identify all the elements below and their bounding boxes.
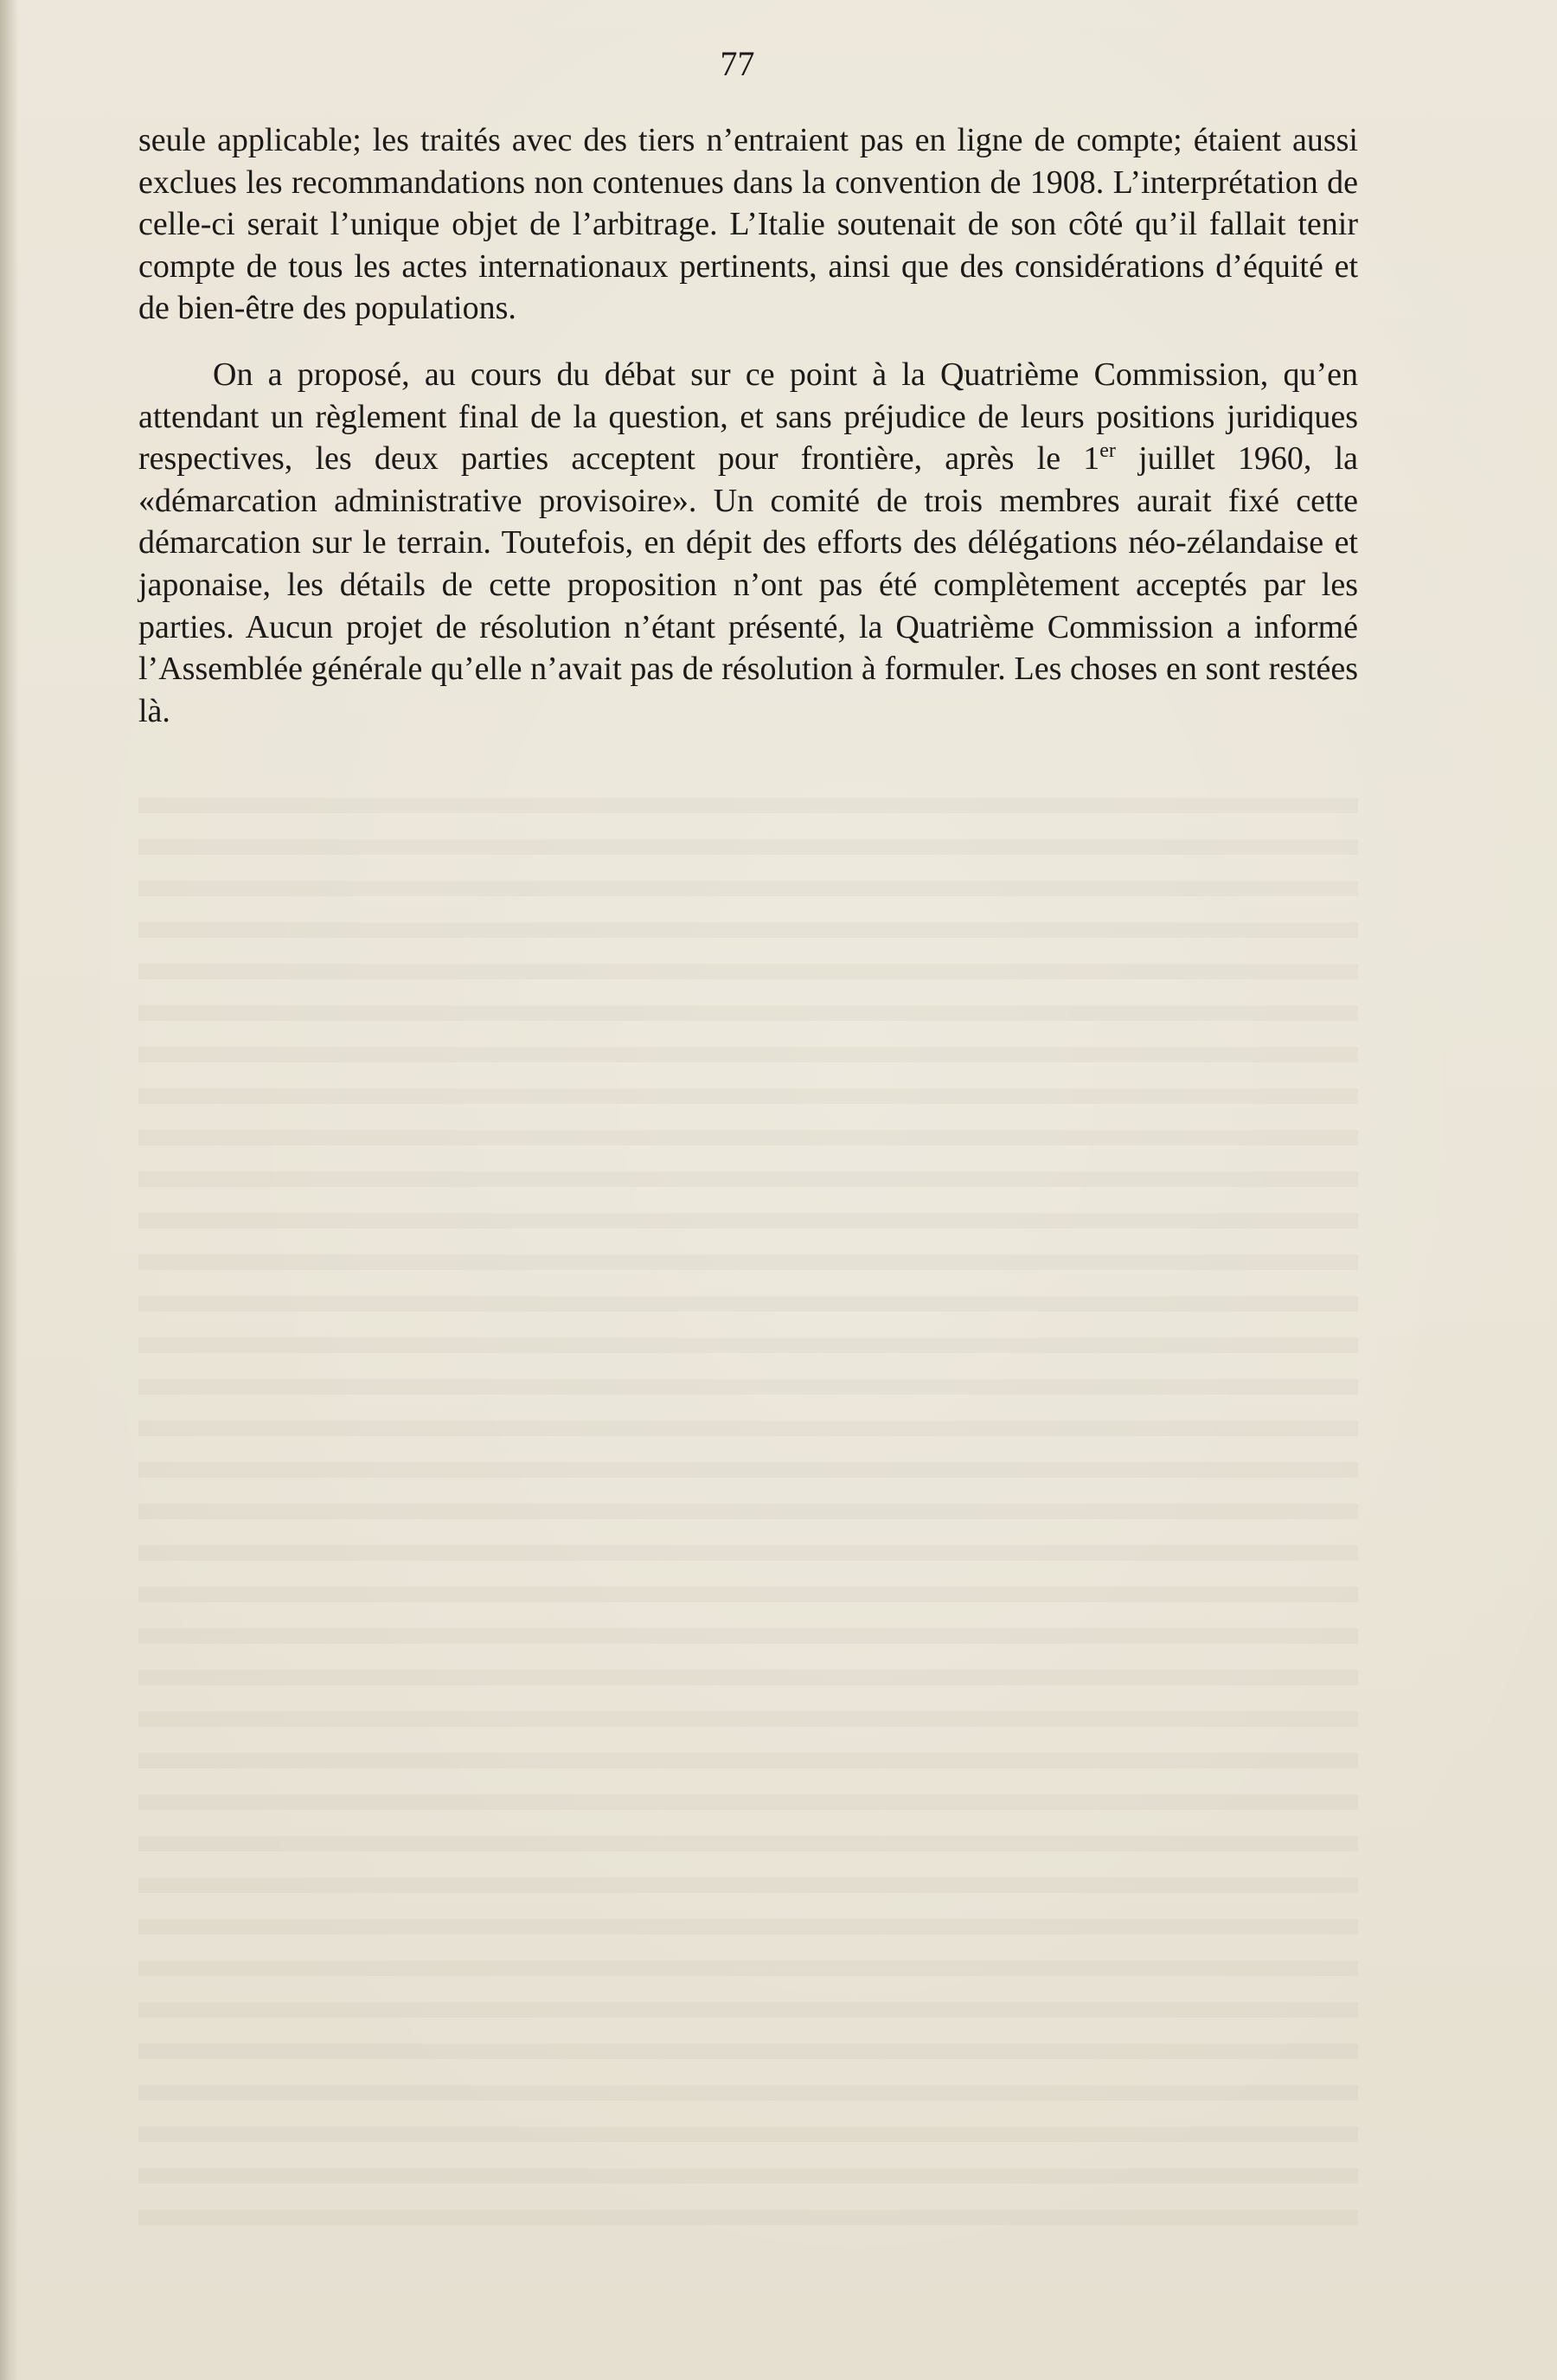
show-through-texture <box>138 779 1358 2249</box>
paragraph-1: seule applicable; les traités avec des tiers n’entraient pas en ligne de compte; étaient aussi exclues les recommandations non contenues dans la convention de 1908. L’interprétation de celle-ci serait l’unique objet de l’arbitrage. L’Italie soutenait de son côté qu’il fallait tenir compte de tous les actes internationaux pertinents, ainsi que des considérations d’équité et de bien-être des populations. <box>138 122 1358 327</box>
paragraph-2 <box>138 354 1358 732</box>
paragraph-2-text-b: juillet 1960, la «démarcation administrative provisoire». Un comité de trois membres aurait fixé cette démarcation sur le terrain. Toutefois, en dépit des efforts des délégations néo-zélandaise et japonaise, les détails de cette proposition n’ont pas été complètement acceptés par les parties. Aucun projet de résolution n’étant présenté, la Quatrième Commission a informé l’Assemblée générale qu’elle n’avait pas de résolution à formuler. Les choses en sont restées là. <box>138 440 1358 729</box>
body-text <box>138 119 1358 732</box>
ordinal-superscript: er <box>1099 439 1116 463</box>
binding-shadow <box>0 0 19 2380</box>
paragraph-2-text-a: On a proposé, au cours du débat sur ce point à la Quatrième Commission, qu’en attendant un règlement final de la question, et sans préjudice de leurs positions juridiques respectives, les deux parties acceptent pour frontière, après le 1 <box>138 356 1358 478</box>
page-number: 77 <box>720 44 755 83</box>
